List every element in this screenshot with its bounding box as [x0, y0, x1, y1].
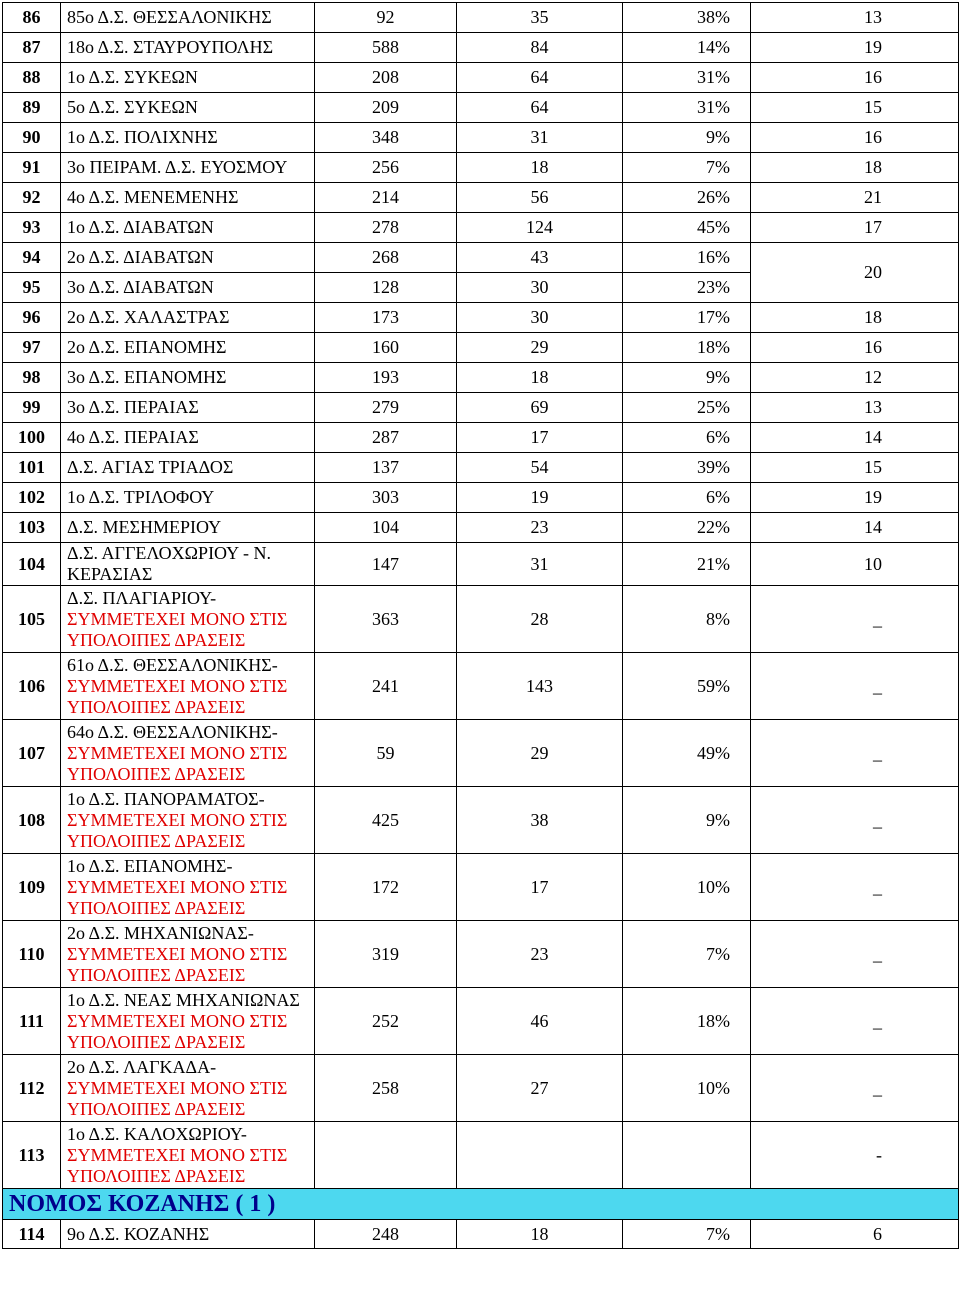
value-b: 64: [457, 93, 623, 123]
last-value: 14: [751, 423, 959, 453]
participation-note-line1: ΣΥΜΜΕΤΕΧΕΙ ΜΟΝΟ ΣΤΙΣ: [67, 943, 288, 964]
school-name-line: 1ο Δ.Σ. ΕΠΑΝΟΜΗΣ-: [67, 855, 233, 876]
table-row: [3, 93, 959, 123]
table-row: [3, 1220, 959, 1249]
value-b: 43: [457, 243, 623, 273]
value-a: 209: [315, 93, 457, 123]
value-a: 256: [315, 153, 457, 183]
participation-note-line1: ΣΥΜΜΕΤΕΧΕΙ ΜΟΝΟ ΣΤΙΣ: [67, 742, 288, 763]
last-value: 10: [751, 543, 959, 586]
participation-note-line1: ΣΥΜΜΕΤΕΧΕΙ ΜΟΝΟ ΣΤΙΣ: [67, 1010, 288, 1031]
school-name-line: 2ο Δ.Σ. ΜΗΧΑΝΙΩΝΑΣ-: [67, 922, 254, 943]
value-a: 160: [315, 333, 457, 363]
participation-note-line2: ΥΠΟΛΟΙΠΕΣ ΔΡΑΣΕΙΣ: [67, 1165, 246, 1186]
school-name: 4ο Δ.Σ. ΠΕΡΑΙΑΣ: [61, 423, 315, 453]
table-row: [3, 63, 959, 93]
row-number: 109: [3, 854, 61, 921]
table-row: [3, 303, 959, 333]
value-a: 241: [315, 653, 457, 720]
school-name: 3ο Δ.Σ. ΕΠΑΝΟΜΗΣ: [61, 363, 315, 393]
last-value: 19: [751, 483, 959, 513]
value-a: 363: [315, 586, 457, 653]
row-number: 111: [3, 988, 61, 1055]
school-name-line1: Δ.Σ. ΑΓΓΕΛΟΧΩΡΙΟΥ - Ν.: [67, 543, 271, 563]
participation-note-line1: ΣΥΜΜΕΤΕΧΕΙ ΜΟΝΟ ΣΤΙΣ: [67, 809, 288, 830]
school-name-line: Δ.Σ. ΠΛΑΓΙΑΡΙΟΥ-: [67, 587, 217, 608]
percentage: 14%: [623, 33, 751, 63]
value-b: 27: [457, 1055, 623, 1122]
percentage: 7%: [623, 153, 751, 183]
value-a: 348: [315, 123, 457, 153]
row-number: 100: [3, 423, 61, 453]
school-name-line: 1ο Δ.Σ. ΝΕΑΣ ΜΗΧΑΝΙΩΝΑΣ: [67, 989, 300, 1010]
value-b: 19: [457, 483, 623, 513]
last-value: 16: [751, 333, 959, 363]
percentage: 9%: [623, 123, 751, 153]
table-row: [3, 123, 959, 153]
value-a: 425: [315, 787, 457, 854]
table-row: [3, 363, 959, 393]
percentage: 31%: [623, 93, 751, 123]
last-value: _: [751, 720, 959, 787]
value-b: 29: [457, 333, 623, 363]
row-number: 90: [3, 123, 61, 153]
percentage: 18%: [623, 988, 751, 1055]
percentage: 38%: [623, 3, 751, 33]
school-name: 85ο Δ.Σ. ΘΕΣΣΑΛΟΝΙΚΗΣ: [61, 3, 315, 33]
value-a: 588: [315, 33, 457, 63]
table-row: [3, 333, 959, 363]
row-number: 106: [3, 653, 61, 720]
percentage: [623, 1122, 751, 1189]
table-row: [3, 1055, 959, 1122]
last-value: _: [751, 854, 959, 921]
row-number: 97: [3, 333, 61, 363]
last-value: 17: [751, 213, 959, 243]
percentage: 31%: [623, 63, 751, 93]
last-value: 21: [751, 183, 959, 213]
participation-note-line1: ΣΥΜΜΕΤΕΧΕΙ ΜΟΝΟ ΣΤΙΣ: [67, 675, 288, 696]
table-row: [3, 854, 959, 921]
percentage: 45%: [623, 213, 751, 243]
value-b: 17: [457, 423, 623, 453]
row-number: 101: [3, 453, 61, 483]
school-name-line: 64ο Δ.Σ. ΘΕΣΣΑΛΟΝΙΚΗΣ-: [67, 721, 278, 742]
row-number: 92: [3, 183, 61, 213]
school-name: 2ο Δ.Σ. ΔΙΑΒΑΤΩΝ: [61, 243, 315, 273]
row-number: 105: [3, 586, 61, 653]
percentage: 6%: [623, 483, 751, 513]
last-value: 12: [751, 363, 959, 393]
table-row: [3, 243, 959, 273]
last-value: 6: [751, 1220, 959, 1249]
school-name: 3ο ΠΕΙΡΑΜ. Δ.Σ. ΕΥΟΣΜΟΥ: [61, 153, 315, 183]
table-row: [3, 483, 959, 513]
table-row: [3, 720, 959, 787]
value-a: 59: [315, 720, 457, 787]
value-b: 124: [457, 213, 623, 243]
school-name: 2ο Δ.Σ. ΕΠΑΝΟΜΗΣ: [61, 333, 315, 363]
table-body-104: [3, 543, 959, 586]
school-name-line: 2ο Δ.Σ. ΛΑΓΚΑΔΑ-: [67, 1056, 217, 1077]
last-value: 13: [751, 393, 959, 423]
table-row: [3, 453, 959, 483]
row-number: 102: [3, 483, 61, 513]
row-number: 94: [3, 243, 61, 273]
percentage: 8%: [623, 586, 751, 653]
school-name: [61, 1055, 315, 1122]
value-b: 46: [457, 988, 623, 1055]
percentage: 7%: [623, 1220, 751, 1249]
value-a: [315, 1122, 457, 1189]
participation-note-line2: ΥΠΟΛΟΙΠΕΣ ΔΡΑΣΕΙΣ: [67, 629, 246, 650]
value-a: 214: [315, 183, 457, 213]
school-name: [61, 586, 315, 653]
table-row: [3, 543, 959, 586]
table-row: [3, 423, 959, 453]
value-a: 248: [315, 1220, 457, 1249]
value-a: 128: [315, 273, 457, 303]
last-value: -: [751, 1122, 959, 1189]
percentage: 10%: [623, 854, 751, 921]
last-value: _: [751, 653, 959, 720]
participation-note-line2: ΥΠΟΛΟΙΠΕΣ ΔΡΑΣΕΙΣ: [67, 763, 246, 784]
percentage: 39%: [623, 453, 751, 483]
row-number: 104: [3, 543, 61, 586]
school-name-line: 1ο Δ.Σ. ΚΑΛΟΧΩΡΙΟΥ-: [67, 1123, 247, 1144]
school-name: [61, 854, 315, 921]
value-b: 18: [457, 153, 623, 183]
value-b: 38: [457, 787, 623, 854]
value-b: 18: [457, 1220, 623, 1249]
value-b: 54: [457, 453, 623, 483]
participation-note-line1: ΣΥΜΜΕΤΕΧΕΙ ΜΟΝΟ ΣΤΙΣ: [67, 1144, 288, 1165]
percentage: 9%: [623, 363, 751, 393]
percentage: 9%: [623, 787, 751, 854]
last-value: _: [751, 586, 959, 653]
value-a: 258: [315, 1055, 457, 1122]
school-name: 1ο Δ.Σ. ΠΟΛΙΧΝΗΣ: [61, 123, 315, 153]
participation-note-line2: ΥΠΟΛΟΙΠΕΣ ΔΡΑΣΕΙΣ: [67, 830, 246, 851]
row-number: 87: [3, 33, 61, 63]
row-number: 99: [3, 393, 61, 423]
row-number: 93: [3, 213, 61, 243]
table-body-participating: [3, 586, 959, 1189]
participation-note-line2: ΥΠΟΛΟΙΠΕΣ ΔΡΑΣΕΙΣ: [67, 964, 246, 985]
table-row: [3, 183, 959, 213]
value-b: 69: [457, 393, 623, 423]
table-row: [3, 921, 959, 988]
last-value: 18: [751, 303, 959, 333]
value-b: 28: [457, 586, 623, 653]
merged-value: 20: [751, 243, 959, 303]
value-a: 279: [315, 393, 457, 423]
row-number: 95: [3, 273, 61, 303]
table-row: [3, 988, 959, 1055]
participation-note-line1: ΣΥΜΜΕΤΕΧΕΙ ΜΟΝΟ ΣΤΙΣ: [67, 876, 288, 897]
value-a: 319: [315, 921, 457, 988]
row-number: 110: [3, 921, 61, 988]
row-number: 103: [3, 513, 61, 543]
table-row: [3, 653, 959, 720]
percentage: 21%: [623, 543, 751, 586]
value-b: 23: [457, 921, 623, 988]
participation-note-line2: ΥΠΟΛΟΙΠΕΣ ΔΡΑΣΕΙΣ: [67, 1098, 246, 1119]
value-a: 303: [315, 483, 457, 513]
percentage: 26%: [623, 183, 751, 213]
school-name: [61, 988, 315, 1055]
table-body-merged: [3, 243, 959, 303]
last-value: _: [751, 787, 959, 854]
value-b: 143: [457, 653, 623, 720]
last-value: 15: [751, 93, 959, 123]
row-number: 112: [3, 1055, 61, 1122]
last-value: _: [751, 1055, 959, 1122]
value-a: 278: [315, 213, 457, 243]
school-name: [61, 653, 315, 720]
percentage: 25%: [623, 393, 751, 423]
table-row: [3, 513, 959, 543]
value-b: 29: [457, 720, 623, 787]
school-name: 1ο Δ.Σ. ΤΡΙΛΟΦΟΥ: [61, 483, 315, 513]
percentage: 7%: [623, 921, 751, 988]
value-b: 30: [457, 303, 623, 333]
value-a: 147: [315, 543, 457, 586]
school-name: 2ο Δ.Σ. ΧΑΛΑΣΤΡΑΣ: [61, 303, 315, 333]
last-value: 15: [751, 453, 959, 483]
school-name-line2: ΚΕΡΑΣΙΑΣ: [67, 564, 153, 584]
percentage: 23%: [623, 273, 751, 303]
percentage: 17%: [623, 303, 751, 333]
table-row: [3, 586, 959, 653]
value-a: 193: [315, 363, 457, 393]
value-b: 30: [457, 273, 623, 303]
school-name: [61, 787, 315, 854]
percentage: 18%: [623, 333, 751, 363]
percentage: 49%: [623, 720, 751, 787]
value-a: 268: [315, 243, 457, 273]
row-number: 98: [3, 363, 61, 393]
school-name: [61, 720, 315, 787]
value-a: 173: [315, 303, 457, 333]
value-b: 56: [457, 183, 623, 213]
school-name: 4ο Δ.Σ. ΜΕΝΕΜΕΝΗΣ: [61, 183, 315, 213]
value-a: 104: [315, 513, 457, 543]
table-row: [3, 33, 959, 63]
value-a: 137: [315, 453, 457, 483]
value-b: 31: [457, 543, 623, 586]
table-row: [3, 1122, 959, 1189]
value-b: 18: [457, 363, 623, 393]
value-b: 35: [457, 3, 623, 33]
percentage: 6%: [623, 423, 751, 453]
value-a: 92: [315, 3, 457, 33]
table-body-upper: [3, 3, 959, 243]
table-row: [3, 3, 959, 33]
participation-note-line2: ΥΠΟΛΟΙΠΕΣ ΔΡΑΣΕΙΣ: [67, 1031, 246, 1052]
value-a: 287: [315, 423, 457, 453]
row-number: 107: [3, 720, 61, 787]
table-body-kozani: [3, 1189, 959, 1249]
row-number: 91: [3, 153, 61, 183]
value-b: [457, 1122, 623, 1189]
school-name: Δ.Σ. ΜΕΣΗΜΕΡΙΟΥ: [61, 513, 315, 543]
table-body-middle: [3, 303, 959, 543]
last-value: _: [751, 921, 959, 988]
region-title: ΝΟΜΟΣ ΚΟΖΑΝΗΣ ( 1 ): [3, 1189, 959, 1220]
last-value: 16: [751, 123, 959, 153]
school-name: [61, 543, 315, 586]
school-name: 5ο Δ.Σ. ΣΥΚΕΩΝ: [61, 93, 315, 123]
last-value: _: [751, 988, 959, 1055]
table-row: [3, 787, 959, 854]
value-b: 17: [457, 854, 623, 921]
school-name: 18ο Δ.Σ. ΣΤΑΥΡΟΥΠΟΛΗΣ: [61, 33, 315, 63]
table-row: [3, 153, 959, 183]
school-name-line: 1ο Δ.Σ. ΠΑΝΟΡΑΜΑΤΟΣ-: [67, 788, 265, 809]
schools-table: [2, 2, 959, 1249]
school-name: 3ο Δ.Σ. ΠΕΡΑΙΑΣ: [61, 393, 315, 423]
last-value: 18: [751, 153, 959, 183]
value-b: 64: [457, 63, 623, 93]
value-b: 84: [457, 33, 623, 63]
row-number: 89: [3, 93, 61, 123]
participation-note-line1: ΣΥΜΜΕΤΕΧΕΙ ΜΟΝΟ ΣΤΙΣ: [67, 608, 288, 629]
last-value: 19: [751, 33, 959, 63]
percentage: 22%: [623, 513, 751, 543]
school-name: 1ο Δ.Σ. ΔΙΑΒΑΤΩΝ: [61, 213, 315, 243]
school-name: Δ.Σ. ΑΓΙΑΣ ΤΡΙΑΔΟΣ: [61, 453, 315, 483]
percentage: 16%: [623, 243, 751, 273]
last-value: 13: [751, 3, 959, 33]
last-value: 16: [751, 63, 959, 93]
school-name: 9ο Δ.Σ. ΚΟΖΑΝΗΣ: [61, 1220, 315, 1249]
participation-note-line2: ΥΠΟΛΟΙΠΕΣ ΔΡΑΣΕΙΣ: [67, 696, 246, 717]
row-number: 88: [3, 63, 61, 93]
value-b: 31: [457, 123, 623, 153]
row-number: 96: [3, 303, 61, 333]
school-name: 3ο Δ.Σ. ΔΙΑΒΑΤΩΝ: [61, 273, 315, 303]
row-number: 114: [3, 1220, 61, 1249]
value-b: 23: [457, 513, 623, 543]
percentage: 59%: [623, 653, 751, 720]
table-row: [3, 213, 959, 243]
last-value: 14: [751, 513, 959, 543]
school-name: [61, 1122, 315, 1189]
row-number: 113: [3, 1122, 61, 1189]
value-a: 208: [315, 63, 457, 93]
school-name: 1ο Δ.Σ. ΣΥΚΕΩΝ: [61, 63, 315, 93]
row-number: 108: [3, 787, 61, 854]
row-number: 86: [3, 3, 61, 33]
school-name-line: 61ο Δ.Σ. ΘΕΣΣΑΛΟΝΙΚΗΣ-: [67, 654, 278, 675]
region-header-row: [3, 1189, 959, 1220]
participation-note-line1: ΣΥΜΜΕΤΕΧΕΙ ΜΟΝΟ ΣΤΙΣ: [67, 1077, 288, 1098]
value-a: 252: [315, 988, 457, 1055]
percentage: 10%: [623, 1055, 751, 1122]
table-row: [3, 393, 959, 423]
value-a: 172: [315, 854, 457, 921]
school-name: [61, 921, 315, 988]
participation-note-line2: ΥΠΟΛΟΙΠΕΣ ΔΡΑΣΕΙΣ: [67, 897, 246, 918]
